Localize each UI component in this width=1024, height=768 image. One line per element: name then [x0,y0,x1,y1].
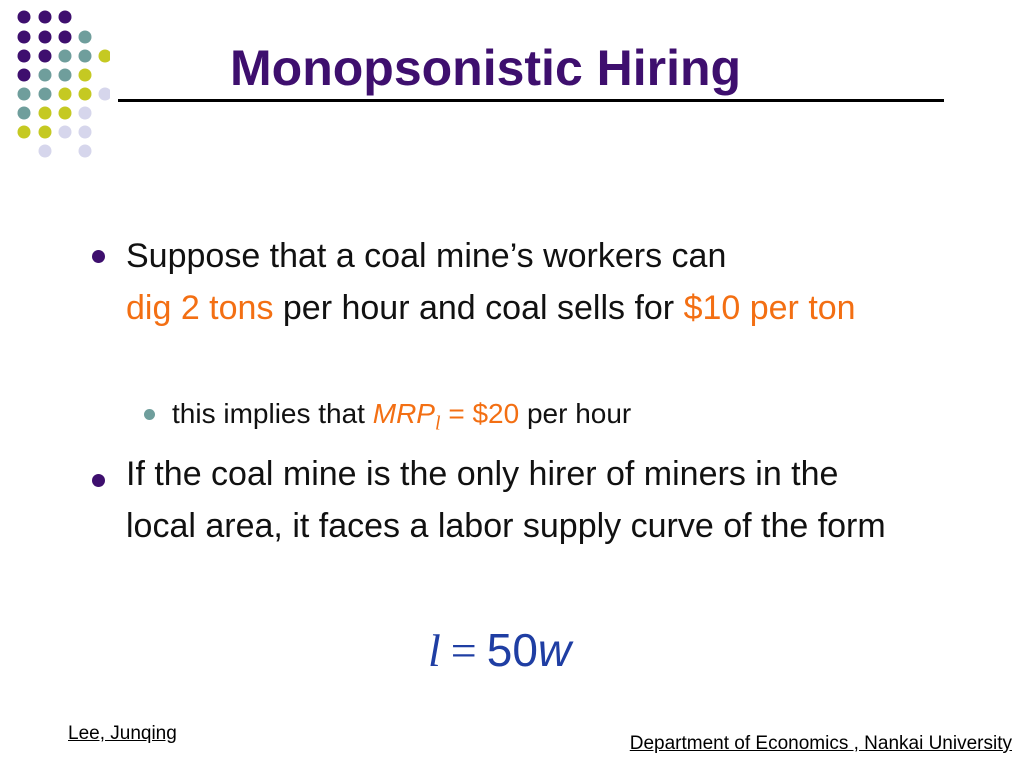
formula-lhs: l [428,625,441,676]
supply-curve-formula [428,622,571,679]
decorative-dot-grid [0,0,110,170]
dot-row-8 [39,145,92,158]
mrp-subscript: l [434,412,441,435]
dot-row-4 [18,69,92,82]
formula-equals: = [450,625,477,676]
formula-coefficient: 50 [486,624,538,676]
bullet-1-part-1: Suppose that a coal mine’s workers can [126,237,727,275]
dot-row-6 [18,107,92,120]
mrp-label: MRP [372,398,435,429]
sub-bullet-part-1: this implies that [172,398,373,429]
bullet-1-text [126,230,926,334]
sub-bullet-text [172,394,631,444]
dot-row-2 [18,31,92,44]
dot-row-3 [18,50,111,63]
bullet-1-highlight-price: $10 per ton [683,289,856,327]
footer-author: Lee, Junqing [68,723,177,744]
dot-row-1 [18,11,72,24]
bullet-marker [92,474,105,487]
title-underline [118,99,944,102]
bullet-marker [92,250,105,263]
mrp-value: = $20 [440,398,520,429]
dot-row-7 [18,126,92,139]
sub-bullet-part-2: per hour [519,398,632,429]
formula-variable: w [537,624,572,676]
bullet-1-highlight-dig: dig 2 tons [126,289,274,327]
mrp-expression [372,398,520,435]
slide-title: Monopsonistic Hiring [230,40,742,96]
footer-department: Department of Economics , Nankai University [629,733,1012,754]
dot-row-5 [18,88,111,101]
bullet-1-part-3: per hour and coal sells for [273,289,684,327]
bullet-2-text: If the coal mine is the only hirer of miners in the local area, it faces a labor supply curve of the form [126,455,886,545]
sub-bullet-marker [144,409,155,420]
